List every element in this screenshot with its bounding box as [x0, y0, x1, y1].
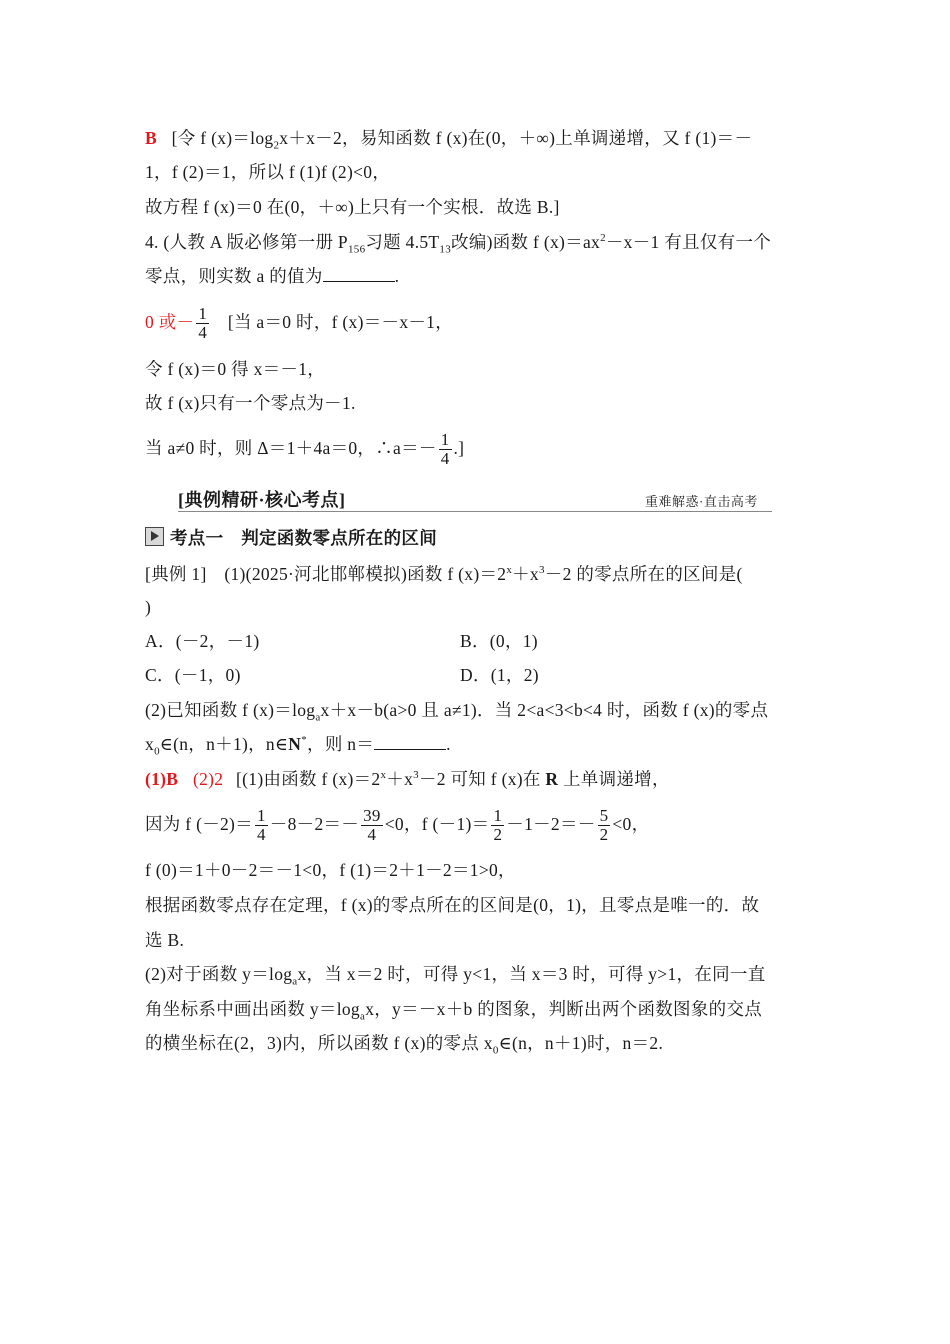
- fraction: $\frac{5}{2}$: [599, 806, 609, 845]
- answer-4-line-4: 当 a≠0 时，则 Δ＝1＋4a＝0，∴a＝－ $\frac{1}{4}$ .]: [145, 430, 465, 469]
- solution-line-4: 根据函数零点存在定理，f (x)的零点所在的区间是(0，1)，且零点是唯一的．故: [145, 895, 760, 915]
- section-divider: [178, 511, 772, 512]
- options-row-1: [145, 629, 810, 653]
- example-1-line-2: ): [145, 597, 152, 617]
- solution-line-3: f (0)＝1＋0－2＝－1<0，f (1)＝2＋1－2＝1>0，: [145, 860, 516, 880]
- example-1-part-2-line-1: (2)已知函数 f $(x)=\log_ax+x-b(a>0$ 且 a≠1)．当 2<a<3<b<4 时，函数 f (x)的零点: [145, 700, 769, 724]
- play-triangle-icon: [145, 527, 164, 546]
- solution-line-6: (2)对于函数 $y=\log_ax$，当 x＝2 时，可得 y<1，当 x＝3 时，可得 y>1，在同一直: [145, 964, 766, 988]
- solution-line-7: 角坐标系中画出函数 $y=\log_ax$，y＝－x＋b 的图象，判断出两个函数图象的交点: [145, 999, 763, 1023]
- option-d: D．(1，2): [460, 665, 539, 685]
- option-b: B．(0，1): [460, 631, 538, 651]
- section-title: [典例精研·核心考点]: [178, 490, 346, 510]
- example-1-line-1: [典例 1] (1)(2025·河北邯郸模拟)函数 f $(x)=2^x+x^3-2$ 的零点所在的区间是(: [145, 564, 743, 584]
- answer-4-line-3: 故 f (x)只有一个零点为－1.: [145, 393, 356, 413]
- topic-heading: 考点一 判定函数零点所在的区间: [145, 526, 810, 550]
- prev-answer-line-2: 1，f (2)＝1，所以 f (1)f (2)<0，: [145, 162, 391, 182]
- options-row-2: [145, 663, 810, 687]
- prev-answer-line-1: B [令 f $(x)=\log_2x+x-2$，易知函数 f (x)在(0，＋∞)上单调递增，又 f (1)＝－: [145, 128, 753, 152]
- prev-answer-line-3: 故方程 f (x)＝0 在(0，＋∞)上只有一个实根．故选 B.]: [145, 197, 560, 217]
- answer-blank: [323, 265, 395, 282]
- fraction: $\frac{1}{4}$: [440, 430, 450, 469]
- fraction: $\frac{1}{4}$: [256, 806, 266, 845]
- answer-4-line-2: 令 f (x)＝0 得 x＝－1，: [145, 359, 326, 379]
- solution-line-8: 的横坐标在(2，3)内，所以函数 f (x)的零点 $x_0\in(n$，n＋1)时，n＝2.: [145, 1033, 664, 1057]
- option-a: A．(－2，－1): [145, 631, 260, 651]
- option-c: C．(－1，0): [145, 665, 241, 685]
- answer-letter: B: [145, 128, 157, 148]
- answer-4-line-1: 0 或－ $\frac{1}{4}$ [当 a＝0 时，f (x)＝－x－1，: [145, 304, 454, 343]
- answer-blank: [374, 733, 446, 750]
- fraction: $\frac{1}{2}$: [493, 806, 503, 845]
- fraction: $\frac{39}{4}$: [363, 806, 381, 845]
- question-4-line-2: 零点，则实数 a 的值为 .: [145, 266, 400, 286]
- section-tag: 重难解惑·直击高考: [645, 494, 758, 509]
- example-1-part-2-line-2: $x_0\in(n$，n＋1)，n∈N*，则 n＝ .: [145, 734, 451, 758]
- solution-line-2: 因为 f (－2)＝ $\frac{1}{4}$ －8－2＝－ $\frac{39}{4}$ <0，f (－1)＝ $\frac{1}{2}$ －1－2＝－ $\frac{5}{2}$ <0，: [145, 806, 650, 845]
- question-4-line-1: 4. (人教 A 版必修第一册 $P_{156}$习题 $4.5T_{13}$改编)函数 f $(x)=ax^2-x-1$ 有且仅有一个: [145, 232, 772, 256]
- solution-line-5: 选 B.: [145, 930, 185, 950]
- solution-line-1: (1)B (2)2 [(1)由函数 f $(x)=2^x+x^3-2$ 可知 f (x)在 R 上单调递增，: [145, 769, 670, 789]
- fraction: $\frac{1}{4}$: [198, 304, 208, 343]
